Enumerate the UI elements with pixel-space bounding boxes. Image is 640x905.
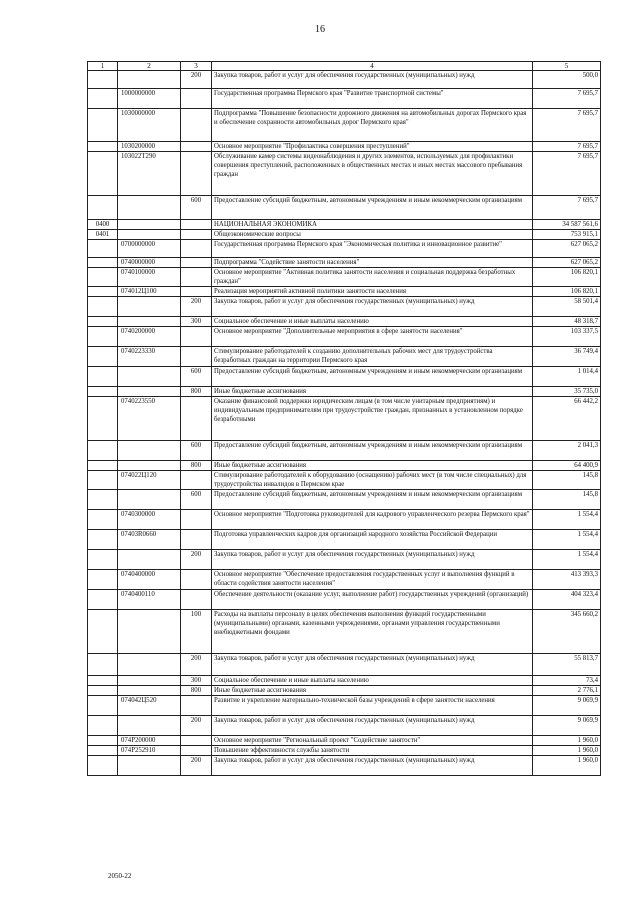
- table-row: [88, 109, 601, 142]
- table-cell-c4: Обслуживание камер системы видеонаблюдения и других элементов, используемых для профилактики совершения преступлений, расположенных в общественных местах и иных местах массового пребывания граждан: [212, 152, 533, 196]
- table-cell-c3: [181, 736, 212, 746]
- table-cell-c2: [118, 367, 181, 387]
- table-row: [88, 297, 601, 317]
- table-cell-c2: 0740400110: [118, 590, 181, 610]
- table-cell-c2: 0740300000: [118, 510, 181, 530]
- table-cell-c2: [118, 230, 181, 240]
- table-cell-c3: [181, 152, 212, 196]
- table-row: [88, 220, 601, 230]
- table-cell-c5: 35 735,0: [533, 387, 601, 397]
- table-cell-c5: 753 915,1: [533, 230, 601, 240]
- table-row: [88, 441, 601, 461]
- table-cell-c1: [88, 387, 118, 397]
- table-row: [88, 387, 601, 397]
- table-cell-c4: Подпрограмма "Повышение безопасности дорожного движения на автомобильных дорогах Пермского края и обеспечение сохранности автомобильных дорог Пермского края": [212, 109, 533, 142]
- table-cell-c1: [88, 367, 118, 387]
- table-cell-c5: 1 014,4: [533, 367, 601, 387]
- table-cell-c2: 07403R0660: [118, 530, 181, 550]
- table-cell-c4: Закупка товаров, работ и услуг для обеспечения государственных (муниципальных) нужд: [212, 550, 533, 570]
- table-cell-c1: [88, 530, 118, 550]
- table-cell-c2: [118, 490, 181, 510]
- table-cell-c4: Закупка товаров, работ и услуг для обеспечения государственных (муниципальных) нужд: [212, 716, 533, 736]
- column-header: 3: [181, 62, 212, 71]
- table-cell-c4: Закупка товаров, работ и услуг для обеспечения государственных (муниципальных) нужд: [212, 297, 533, 317]
- table-row: [88, 196, 601, 220]
- table-cell-c3: [181, 240, 212, 258]
- table-cell-c1: [88, 490, 118, 510]
- table-row: [88, 530, 601, 550]
- table-row: [88, 550, 601, 570]
- table-cell-c1: [88, 327, 118, 347]
- table-cell-c2: [118, 686, 181, 696]
- table-cell-c5: 73,4: [533, 676, 601, 686]
- table-cell-c1: [88, 441, 118, 461]
- table-row: [88, 676, 601, 686]
- table-row: [88, 686, 601, 696]
- table-cell-c4: Закупка товаров, работ и услуг для обеспечения государственных (муниципальных) нужд: [212, 654, 533, 676]
- table-cell-c1: [88, 71, 118, 89]
- table-cell-c3: [181, 696, 212, 716]
- table-cell-c2: [118, 387, 181, 397]
- table-cell-c1: 0401: [88, 230, 118, 240]
- table-cell-c2: 074012Ц100: [118, 287, 181, 297]
- table-cell-c5: 145,8: [533, 471, 601, 490]
- table-cell-c4: Предоставление субсидий бюджетным, автономным учреждениям и иным некоммерческим организациям: [212, 490, 533, 510]
- table-row: [88, 756, 601, 776]
- table-cell-c4: НАЦИОНАЛЬНАЯ ЭКОНОМИКА: [212, 220, 533, 230]
- table-cell-c3: [181, 287, 212, 297]
- table-row: [88, 746, 601, 756]
- table-cell-c2: 074P200000: [118, 736, 181, 746]
- header-row: [88, 62, 601, 71]
- table-cell-c1: [88, 297, 118, 317]
- table-cell-c2: [118, 716, 181, 736]
- table-cell-c4: Государственная программа Пермского края "Развитие транспортной системы": [212, 89, 533, 109]
- table-cell-c2: 0700000000: [118, 240, 181, 258]
- table-cell-c3: [181, 590, 212, 610]
- table-cell-c3: [181, 471, 212, 490]
- table-cell-c3: 600: [181, 367, 212, 387]
- table-cell-c2: 0740223330: [118, 347, 181, 367]
- table-cell-c4: Социальное обеспечение и иные выплаты населению: [212, 676, 533, 686]
- table-cell-c2: 0740100000: [118, 268, 181, 287]
- table-cell-c4: Основное мероприятие "Профилактика совершения преступлений": [212, 142, 533, 152]
- table-cell-c1: [88, 152, 118, 196]
- table-cell-c4: Расходы на выплаты персоналу в целях обеспечения выполнения функций государственными (муниципальными) органами, казенными учреждениями, органами управления государственными внебюджетными фондами: [212, 610, 533, 654]
- table-cell-c4: Предоставление субсидий бюджетным, автономным учреждениям и иным некоммерческим организациям: [212, 196, 533, 220]
- table-cell-c4: Основное мероприятие "Активная политика занятости населения и социальная поддержка безработных граждан": [212, 268, 533, 287]
- table-cell-c5: 7 695,7: [533, 196, 601, 220]
- table-cell-c3: 600: [181, 196, 212, 220]
- table-cell-c2: [118, 461, 181, 471]
- table-cell-c1: [88, 510, 118, 530]
- table-cell-c1: [88, 461, 118, 471]
- table-cell-c1: 0400: [88, 220, 118, 230]
- table-cell-c1: [88, 686, 118, 696]
- table-cell-c4: Предоставление субсидий бюджетным, автономным учреждениям и иным некоммерческим организациям: [212, 367, 533, 387]
- table-cell-c1: [88, 287, 118, 297]
- table-row: [88, 367, 601, 387]
- table-cell-c2: 0740223550: [118, 397, 181, 441]
- table-cell-c3: 200: [181, 654, 212, 676]
- table-cell-c3: 600: [181, 490, 212, 510]
- table-cell-c2: [118, 441, 181, 461]
- table-cell-c5: 7 695,7: [533, 152, 601, 196]
- table-cell-c3: [181, 89, 212, 109]
- table-cell-c4: Развитие и укрепление материально-технической базы учреждений в сфере занятости населения: [212, 696, 533, 716]
- table-cell-c3: 200: [181, 716, 212, 736]
- table-cell-c2: [118, 654, 181, 676]
- table-cell-c2: [118, 297, 181, 317]
- table-cell-c4: Подготовка управленческих кадров для организаций народного хозяйства Российской Федерации: [212, 530, 533, 550]
- table-cell-c2: [118, 756, 181, 776]
- table-row: [88, 654, 601, 676]
- table-cell-c5: 2 776,1: [533, 686, 601, 696]
- table-row: [88, 258, 601, 268]
- table-cell-c1: [88, 240, 118, 258]
- table-cell-c5: 106 820,1: [533, 268, 601, 287]
- table-row: [88, 461, 601, 471]
- column-header: 4: [212, 62, 533, 71]
- table-cell-c5: 1 554,4: [533, 530, 601, 550]
- table-row: [88, 317, 601, 327]
- table-cell-c1: [88, 142, 118, 152]
- table-cell-c4: Реализация мероприятий активной политики занятости населения: [212, 287, 533, 297]
- table-cell-c2: 103022Т290: [118, 152, 181, 196]
- table-cell-c4: Стимулирование работодателей к оборудованию (оснащению) рабочих мест (в том числе специальных) для трудоустройства инвалидов в Пермском крае: [212, 471, 533, 490]
- table-cell-c5: 7 695,7: [533, 109, 601, 142]
- table-cell-c3: 200: [181, 297, 212, 317]
- table-cell-c1: [88, 397, 118, 441]
- table-cell-c2: 0740400000: [118, 570, 181, 590]
- table-cell-c3: [181, 230, 212, 240]
- table-cell-c2: 0740000000: [118, 258, 181, 268]
- table-cell-c3: 800: [181, 686, 212, 696]
- table-cell-c5: 1 960,0: [533, 736, 601, 746]
- table-row: [88, 327, 601, 347]
- table-cell-c5: 627 065,2: [533, 240, 601, 258]
- table-cell-c5: 404 323,4: [533, 590, 601, 610]
- table-cell-c5: 58 501,4: [533, 297, 601, 317]
- table-cell-c3: [181, 220, 212, 230]
- table-cell-c2: 0740200000: [118, 327, 181, 347]
- column-header: 5: [533, 62, 601, 71]
- table-cell-c4: Обеспечение деятельности (оказание услуг, выполнение работ) государственных учреждений (организаций): [212, 590, 533, 610]
- table-cell-c1: [88, 590, 118, 610]
- table-row: [88, 610, 601, 654]
- table-cell-c2: [118, 220, 181, 230]
- table-cell-c5: 413 393,3: [533, 570, 601, 590]
- table-cell-c5: 2 041,3: [533, 441, 601, 461]
- table-cell-c5: 7 695,7: [533, 89, 601, 109]
- table-cell-c3: 200: [181, 756, 212, 776]
- table-cell-c1: [88, 268, 118, 287]
- table-cell-c3: [181, 109, 212, 142]
- table-row: [88, 152, 601, 196]
- table-cell-c2: 1030200000: [118, 142, 181, 152]
- table-cell-c3: [181, 142, 212, 152]
- table-cell-c4: Государственная программа Пермского края "Экономическая политика и инновационное развитие": [212, 240, 533, 258]
- table-cell-c1: [88, 550, 118, 570]
- table-cell-c4: Основное мероприятие "Дополнительные мероприятия в сфере занятости населения": [212, 327, 533, 347]
- table-cell-c4: Закупка товаров, работ и услуг для обеспечения государственных (муниципальных) нужд: [212, 71, 533, 89]
- table-cell-c1: [88, 696, 118, 716]
- table-row: [88, 510, 601, 530]
- table-row: [88, 89, 601, 109]
- table-cell-c3: [181, 510, 212, 530]
- table-cell-c5: 106 820,1: [533, 287, 601, 297]
- column-header: 2: [118, 62, 181, 71]
- table-cell-c3: 300: [181, 676, 212, 686]
- table-cell-c5: 9 069,9: [533, 696, 601, 716]
- table-cell-c3: [181, 268, 212, 287]
- budget-table: [87, 61, 601, 776]
- table-cell-c5: 66 442,2: [533, 397, 601, 441]
- table-row: [88, 490, 601, 510]
- table-row: [88, 71, 601, 89]
- table-cell-c1: [88, 736, 118, 746]
- table-row: [88, 397, 601, 441]
- table-row: [88, 230, 601, 240]
- table-cell-c2: [118, 317, 181, 327]
- table-cell-c5: 7 695,7: [533, 142, 601, 152]
- table-row: [88, 142, 601, 152]
- table-cell-c4: Общеэкономические вопросы: [212, 230, 533, 240]
- table-row: [88, 696, 601, 716]
- table-cell-c4: Оказание финансовой поддержки юридическим лицам (в том числе унитарным предприятиям) и индивидуальным предпринимателям при трудоустройстве граждан, признанных в установленном порядке безработными: [212, 397, 533, 441]
- table-cell-c1: [88, 317, 118, 327]
- table-cell-c3: 300: [181, 317, 212, 327]
- table-cell-c4: Основное мероприятие "Региональный проект "Содействие занятости": [212, 736, 533, 746]
- table-cell-c4: Основное мероприятие "Подготовка руководителей для кадрового управленческого резерва Пермского края": [212, 510, 533, 530]
- table-cell-c2: 1000000000: [118, 89, 181, 109]
- table-cell-c5: 345 660,2: [533, 610, 601, 654]
- table-cell-c1: [88, 570, 118, 590]
- table-cell-c2: 074P252910: [118, 746, 181, 756]
- table-cell-c1: [88, 654, 118, 676]
- table-cell-c1: [88, 756, 118, 776]
- table-cell-c4: Иные бюджетные ассигнования: [212, 387, 533, 397]
- table-cell-c5: 103 337,5: [533, 327, 601, 347]
- table-cell-c1: [88, 610, 118, 654]
- table-cell-c5: 55 813,7: [533, 654, 601, 676]
- table-cell-c2: [118, 676, 181, 686]
- table-row: [88, 287, 601, 297]
- table-cell-c3: 100: [181, 610, 212, 654]
- table-cell-c5: 48 318,7: [533, 317, 601, 327]
- table-cell-c5: 34 587 561,6: [533, 220, 601, 230]
- table-cell-c4: Социальное обеспечение и иные выплаты населению: [212, 317, 533, 327]
- table-cell-c1: [88, 109, 118, 142]
- table-cell-c4: Стимулирование работодателей к созданию дополнительных рабочих мест для трудоустройства безработных граждан на территории Пермского края: [212, 347, 533, 367]
- table-cell-c2: [118, 550, 181, 570]
- table-row: [88, 240, 601, 258]
- table-cell-c3: [181, 327, 212, 347]
- page-number: 16: [315, 24, 325, 35]
- table-cell-c5: 627 065,2: [533, 258, 601, 268]
- table-cell-c2: [118, 196, 181, 220]
- table-cell-c4: Закупка товаров, работ и услуг для обеспечения государственных (муниципальных) нужд: [212, 756, 533, 776]
- table-cell-c5: 64 400,9: [533, 461, 601, 471]
- table-row: [88, 268, 601, 287]
- table-cell-c3: 800: [181, 461, 212, 471]
- table-cell-c1: [88, 471, 118, 490]
- table-cell-c2: 1030000000: [118, 109, 181, 142]
- table-cell-c1: [88, 196, 118, 220]
- table-cell-c3: [181, 746, 212, 756]
- table-cell-c3: [181, 530, 212, 550]
- table-cell-c4: Основное мероприятие "Обеспечение предоставления государственных услуг и выполнения функций в области содействия занятости населения": [212, 570, 533, 590]
- table-cell-c3: 600: [181, 441, 212, 461]
- table-cell-c4: Подпрограмма "Содействие занятости населения": [212, 258, 533, 268]
- table-cell-c2: 074022Ц120: [118, 471, 181, 490]
- column-header: 1: [88, 62, 118, 71]
- table-cell-c5: 9 069,9: [533, 716, 601, 736]
- table-cell-c5: 1 960,0: [533, 746, 601, 756]
- table-cell-c2: [118, 71, 181, 89]
- table-cell-c1: [88, 746, 118, 756]
- table-cell-c3: 800: [181, 387, 212, 397]
- table-cell-c4: Иные бюджетные ассигнования: [212, 686, 533, 696]
- table-cell-c4: Повышение эффективности службы занятости: [212, 746, 533, 756]
- table-row: [88, 347, 601, 367]
- table-cell-c3: [181, 570, 212, 590]
- table-row: [88, 471, 601, 490]
- table-cell-c3: 200: [181, 71, 212, 89]
- table-cell-c2: 074042Ц520: [118, 696, 181, 716]
- table-row: [88, 736, 601, 746]
- table-cell-c2: [118, 610, 181, 654]
- table-cell-c3: [181, 258, 212, 268]
- table-cell-c3: [181, 397, 212, 441]
- table-cell-c5: 1 554,4: [533, 510, 601, 530]
- table-cell-c5: 1 960,0: [533, 756, 601, 776]
- table-cell-c1: [88, 89, 118, 109]
- table-cell-c1: [88, 716, 118, 736]
- table-row: [88, 716, 601, 736]
- table-cell-c1: [88, 347, 118, 367]
- table-cell-c4: Иные бюджетные ассигнования: [212, 461, 533, 471]
- table-cell-c5: 145,8: [533, 490, 601, 510]
- table-cell-c3: [181, 347, 212, 367]
- table-row: [88, 590, 601, 610]
- table-cell-c5: 36 749,4: [533, 347, 601, 367]
- footer-code: 2050-22: [108, 872, 132, 880]
- table-cell-c1: [88, 258, 118, 268]
- table-cell-c4: Предоставление субсидий бюджетным, автономным учреждениям и иным некоммерческим организациям: [212, 441, 533, 461]
- table-cell-c5: 500,0: [533, 71, 601, 89]
- table-row: [88, 570, 601, 590]
- table-cell-c1: [88, 676, 118, 686]
- table-cell-c5: 1 554,4: [533, 550, 601, 570]
- table-cell-c3: 200: [181, 550, 212, 570]
